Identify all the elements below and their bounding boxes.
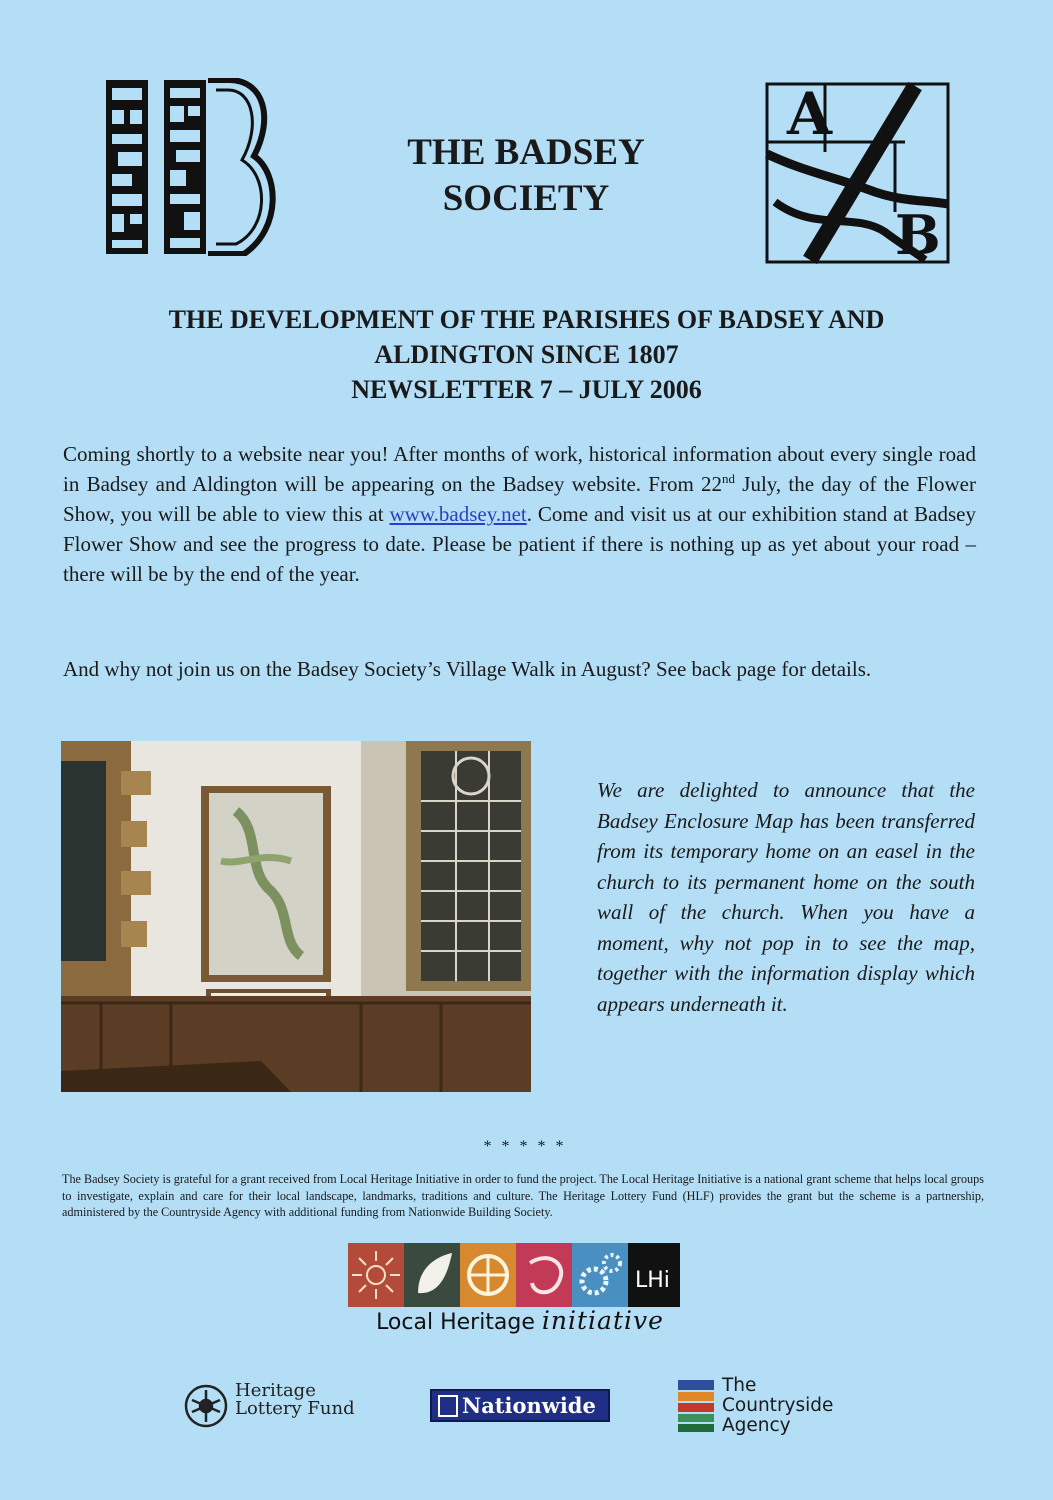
website-link[interactable]: www.badsey.net (389, 502, 527, 526)
ca-line1: The (722, 1375, 757, 1396)
society-title (340, 130, 712, 222)
headline-line1: THE DEVELOPMENT OF THE PARISHES OF BADSEY AND (168, 305, 885, 334)
lhi-badge-text: LHi (635, 1268, 670, 1293)
church-map-photo (61, 741, 531, 1092)
intro-part2: July, the day of the Flower Show, you will be able to view this at (63, 472, 977, 526)
lhi-caption (330, 1306, 710, 1335)
lhi-name-italic: initiative (541, 1306, 664, 1335)
headline-line3: NEWSLETTER 7 – JULY 2006 (351, 375, 702, 404)
ca-line3: Agency (722, 1415, 791, 1436)
intro-paragraph (63, 439, 976, 589)
intro-sup: nd (722, 471, 736, 486)
nationwide-logo (430, 1389, 610, 1422)
newsletter-headline (40, 302, 1013, 407)
nationwide-text: Nationwide (462, 1393, 596, 1418)
grant-acknowledgement: The Badsey Society is grateful for a grant received from Local Heritage Initiative in order to fund the project. The Local Heritage Initiative is a national grant scheme that helps local groups to investigate, explain and care for their local landscape, landmarks, traditions and culture. The Heritage Lottery Fund (HLF) provides the grant but the scheme is a partnership, administered by the Countryside Agency with additional funding from Nationwide Building Society. (62, 1172, 984, 1219)
intro-part1: Coming shortly to a website near you! After months of work, historical information about every single road in Badsey and Aldington will be appearing on the Badsey website. From 22 (63, 442, 976, 496)
logo-letter-a: A (787, 82, 833, 148)
headline-line2: ALDINGTON SINCE 1807 (374, 340, 679, 369)
hlf-line2: Lottery Fund (235, 1398, 355, 1419)
section-separator: * * * * * (483, 1138, 567, 1155)
heritage-lottery-fund-icon (186, 1386, 226, 1426)
logo-letter-b: B (895, 203, 941, 264)
countryside-agency-stripes-icon (678, 1378, 714, 1434)
nationwide-roof-icon (438, 1395, 458, 1417)
countryside-agency-text (722, 1376, 833, 1436)
hlf-line1: Heritage (235, 1380, 316, 1401)
enclosure-map-announcement: We are delighted to announce that the Badsey Enclosure Map has been transferred from its temporary home on an easel in the church to its permanent home on the south wall of the church. When you have a moment, why not pop in to see the map, together with the information display which appears underneath it. (597, 778, 975, 1016)
local-heritage-initiative-logo (348, 1243, 680, 1307)
society-title-line2: SOCIETY (442, 178, 610, 219)
society-title-line1: THE BADSEY (407, 132, 645, 173)
badsey-aldington-ab-logo (765, 82, 950, 264)
hlf-text (235, 1382, 355, 1418)
ca-line2: Countryside (722, 1395, 834, 1416)
intro-part3: . Come and visit us at our exhibition stand at Badsey Flower Show and see the progress to date. Please be patient if there is nothing up as yet about your road – there will be by the end of the year. (63, 502, 976, 586)
badsey-society-b-logo (104, 78, 282, 256)
lhi-name: Local Heritage (376, 1310, 535, 1335)
village-walk-paragraph: And why not join us on the Badsey Society’s Village Walk in August? See back page for details. (63, 657, 872, 681)
